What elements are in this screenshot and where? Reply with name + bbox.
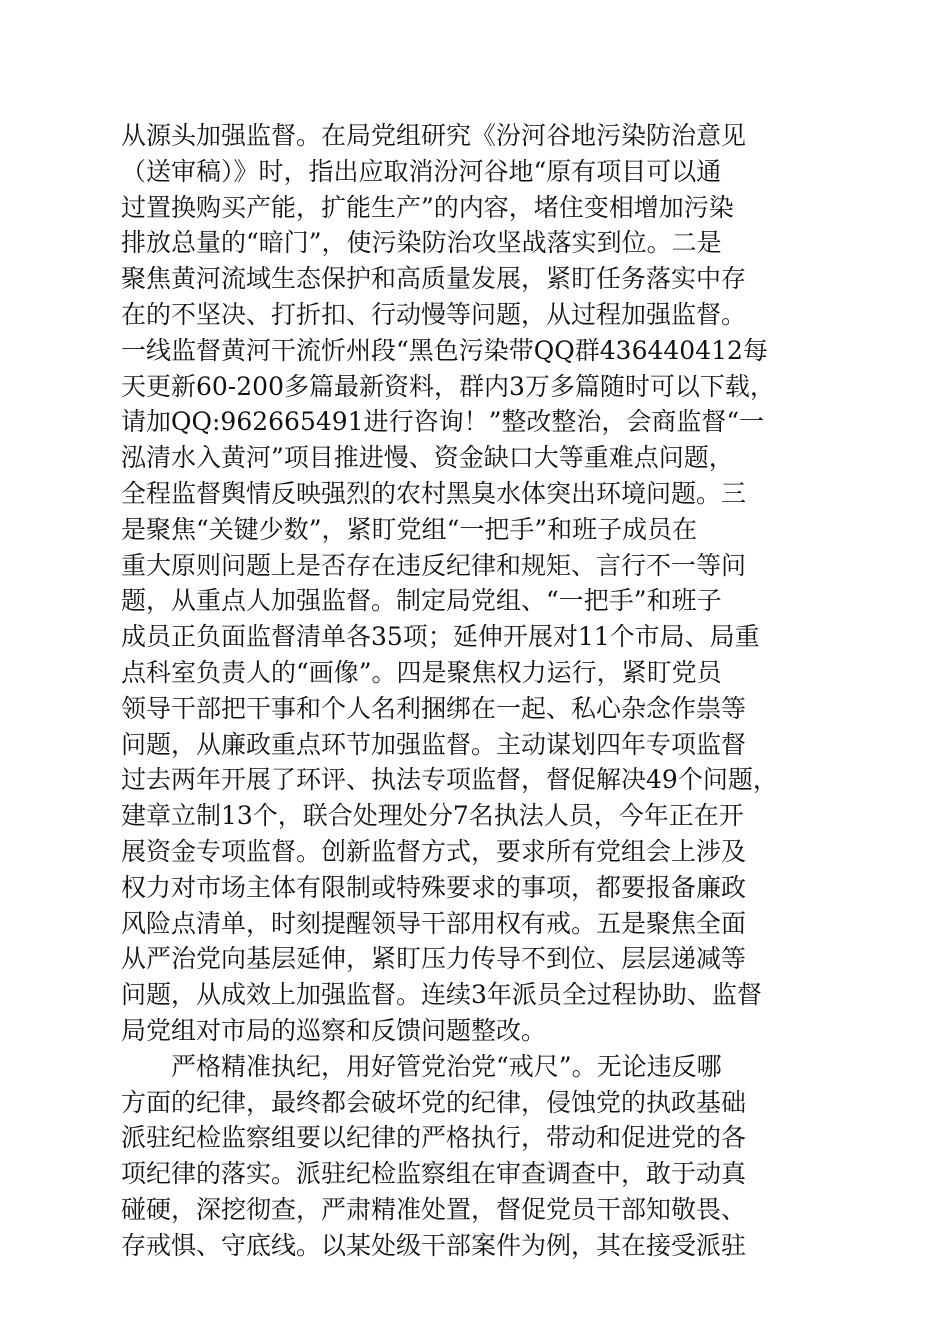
text-line: 存戒惧、守底线。以某处级干部案件为例，其在接受派驻 (121, 1230, 747, 1260)
text-line: 从源头加强监督。在局党组研究《汾河谷地污染防治意见 (121, 121, 747, 150)
text-line: 请加QQ:962665491进行咨询！”整改整治，会商监督“一 (121, 407, 765, 437)
text-line: 聚焦黄河流域生态保护和高质量发展，紧盯任务落实中存 (121, 264, 747, 294)
text-line: 点科室负责人的“画像”。四是聚焦权力运行，紧盯党员 (121, 657, 722, 687)
text-line: 成员正负面监督清单各35项；延伸开展对11个市局、局重 (121, 622, 760, 652)
text-line: 过去两年开展了环评、执法专项监督，督促解决49个问题， (121, 765, 778, 795)
text-line: 方面的纪律，最终都会破坏党的纪律，侵蚀党的执政基础 (121, 1087, 747, 1117)
text-line: 从严治党向基层延伸，紧盯压力传导不到位、层层递减等 (121, 944, 747, 974)
text-line: 派驻纪检监察组要以纪律的严格执行，带动和促进党的各 (121, 1123, 747, 1153)
text-line: 一线监督黄河干流忻州段“黑色污染带QQ群436440412每 (121, 335, 768, 365)
text-line: 严格精准执纪，用好管党治党“戒尺”。无论违反哪 (171, 1051, 722, 1081)
text-line: （送审稿）》时，指出应取消汾河谷地“原有项目可以通 (121, 156, 722, 186)
text-line: 泓清水入黄河”项目推进慢、资金缺口大等重难点问题， (121, 443, 734, 473)
text-line: 建章立制13个，联合处理处分7名执法人员，今年正在开 (121, 801, 744, 831)
text-line: 项纪律的落实。派驻纪检监察组在审查调查中，敢于动真 (121, 1159, 747, 1189)
text-line: 排放总量的“暗门”，使污染防治攻坚战落实到位。二是 (121, 228, 722, 258)
text-line: 全程监督舆情反映强烈的农村黑臭水体突出环境问题。三 (121, 478, 747, 508)
text-line: 风险点清单，时刻提醒领导干部用权有戒。五是聚焦全面 (121, 908, 747, 938)
document-body (121, 118, 837, 1264)
text-line: 题，从重点人加强监督。制定局党组、“一把手”和班子 (121, 586, 722, 616)
text-line: 碰硬，深挖彻查，严肃精准处置，督促党员干部知敬畏、 (121, 1194, 747, 1224)
text-line: 展资金专项监督。创新监督方式，要求所有党组会上涉及 (121, 836, 747, 866)
text-line: 局党组对市局的巡察和反馈问题整改。 (121, 1015, 547, 1045)
text-line: 在的不坚决、打折扣、行动慢等问题，从过程加强监督。 (121, 299, 747, 329)
text-line: 问题，从廉政重点环节加强监督。主动谋划四年专项监督 (121, 729, 747, 759)
text-line: 领导干部把干事和个人名利捆绑在一起、私心杂念作祟等 (121, 693, 747, 723)
text-line: 重大原则问题上是否存在违反纪律和规矩、言行不一等问 (121, 550, 747, 580)
text-line: 问题，从成效上加强监督。连续3年派员全过程协助、监督 (121, 980, 762, 1010)
text-line: 权力对市场主体有限制或特殊要求的事项，都要报备廉政 (121, 872, 747, 902)
text-line: 是聚焦“关键少数”，紧盯党组“一把手”和班子成员在 (121, 514, 698, 544)
text-line: 过置换购买产能，扩能生产”的内容，堵住变相增加污染 (121, 192, 734, 222)
text-line: 天更新60-200多篇最新资料，群内3万多篇随时可以下载， (121, 371, 775, 401)
